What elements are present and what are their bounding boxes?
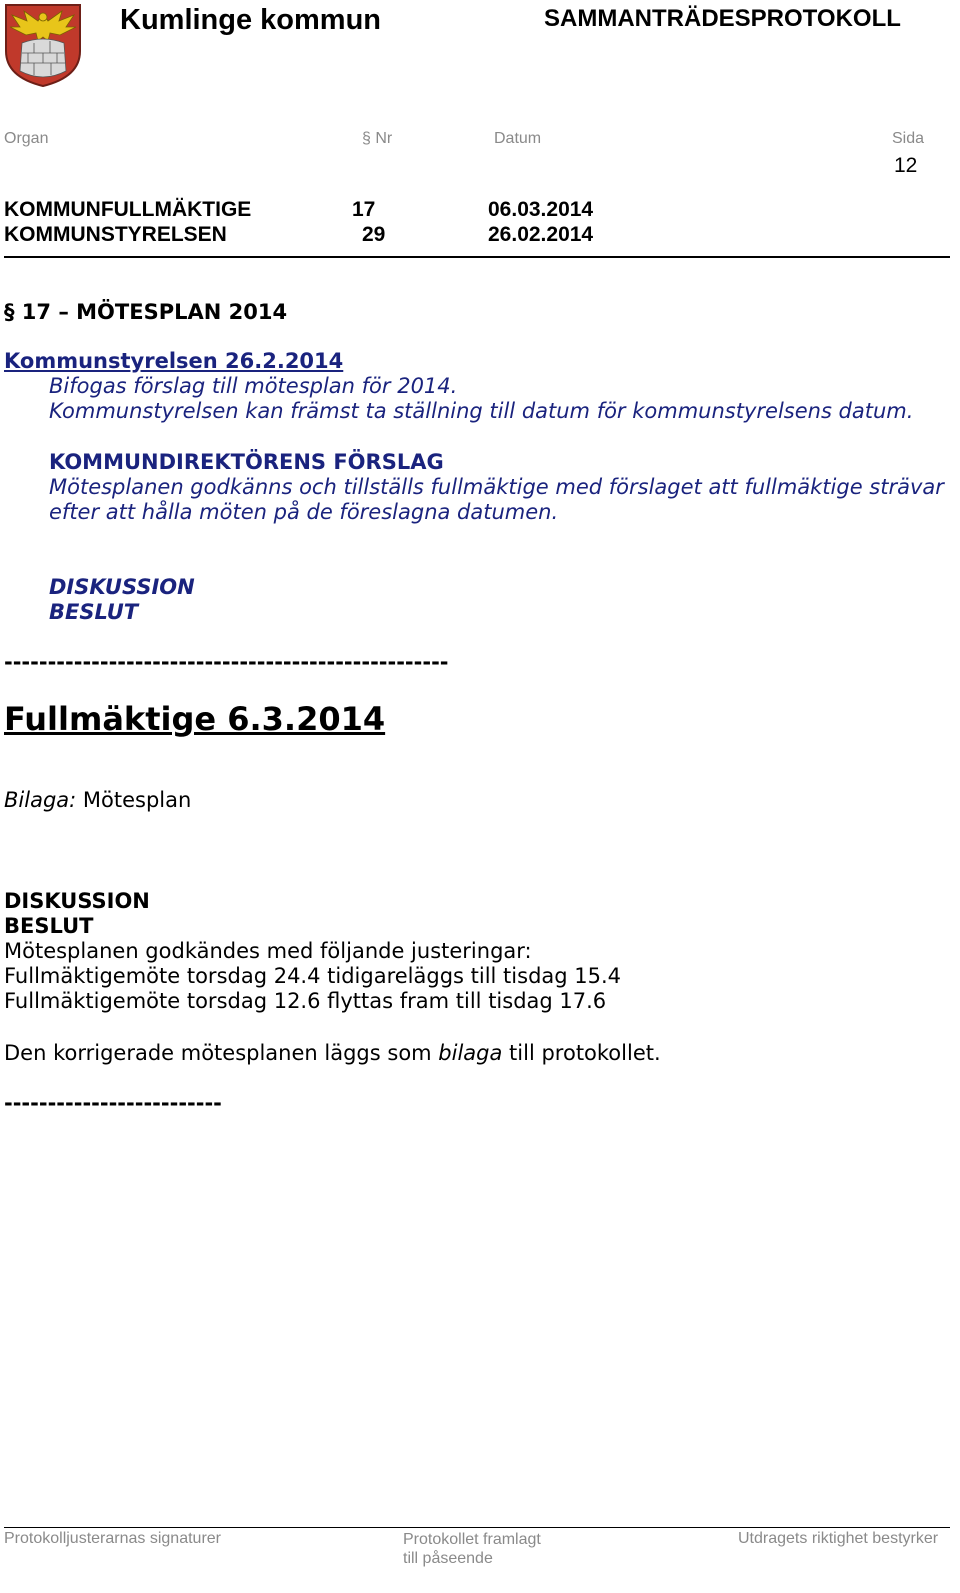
attachment-line [4, 787, 191, 813]
kommunstyrelsen-text: Kommunstyrelsen kan främst ta ställning till datum för kommunstyrelsens datum. [49, 399, 914, 423]
column-header-nr: § Nr [362, 130, 393, 147]
municipality-name: Kumlinge kommun [120, 4, 382, 36]
kommunstyrelsen-text: Bifogas förslag till mötesplan för 2014. [49, 374, 458, 398]
discussion-heading: DISKUSSION [49, 575, 195, 599]
column-header-organ: Organ [4, 130, 49, 147]
decision-text: Fullmäktigemöte torsdag 24.4 tidigareläggs till tisdag 15.4 [4, 964, 622, 988]
proposal-text: Mötesplanen godkänns och tillställs fullmäktige med förslaget att fullmäktige strävar [49, 475, 944, 499]
footer-signatures: Protokolljusterarnas signaturer [4, 1530, 221, 1547]
organ-date: 26.02.2014 [488, 223, 594, 246]
decision-text: Mötesplanen godkändes med följande justeringar: [4, 939, 532, 963]
organ-date: 06.03.2014 [488, 198, 594, 221]
decision-heading: BESLUT [4, 914, 94, 938]
decision-text: Fullmäktigemöte torsdag 12.6 flyttas fram till tisdag 17.6 [4, 989, 607, 1013]
footer-rule [4, 1527, 950, 1528]
attachment-value: Mötesplan [82, 788, 192, 812]
final-text-after: till protokollet. [502, 1041, 661, 1065]
fullmaktige-heading: Fullmäktige 6.3.2014 [4, 700, 386, 738]
separator-line: ------------------------- [4, 1091, 222, 1115]
attachment-label: Bilaga: [4, 788, 77, 812]
separator-line: --------------------------------------------------- [4, 650, 449, 674]
decision-final-text [4, 1040, 661, 1066]
header-rule [4, 256, 950, 258]
column-header-datum: Datum [494, 130, 542, 147]
proposal-text: efter att hålla möten på de föreslagna datumen. [49, 500, 559, 524]
footer-posted [403, 1530, 541, 1568]
decision-heading: BESLUT [49, 600, 139, 624]
footer-posted-line2: till påseende [403, 1550, 493, 1567]
footer-posted-line1: Protokollet framlagt [403, 1531, 541, 1548]
final-text-before: Den korrigerade mötesplanen läggs som [4, 1041, 439, 1065]
column-header-sida: Sida [892, 130, 925, 147]
kommunstyrelsen-heading: Kommunstyrelsen 26.2.2014 [4, 349, 344, 373]
organ-name: KOMMUNSTYRELSEN [4, 223, 227, 246]
organ-nr: 17 [352, 198, 376, 221]
footer-certification: Utdragets riktighet bestyrker [738, 1530, 939, 1547]
organ-nr: 29 [362, 223, 386, 246]
document-type: SAMMANTRÄDESPROTOKOLL [544, 5, 901, 32]
page-number: 12 [894, 154, 918, 177]
final-text-italic: bilaga [438, 1041, 503, 1065]
proposal-heading: KOMMUNDIREKTÖRENS FÖRSLAG [49, 450, 444, 474]
section-title: § 17 – MÖTESPLAN 2014 [4, 300, 288, 324]
discussion-heading: DISKUSSION [4, 889, 150, 913]
coat-of-arms-logo [4, 3, 82, 88]
organ-name: KOMMUNFULLMÄKTIGE [4, 198, 252, 221]
